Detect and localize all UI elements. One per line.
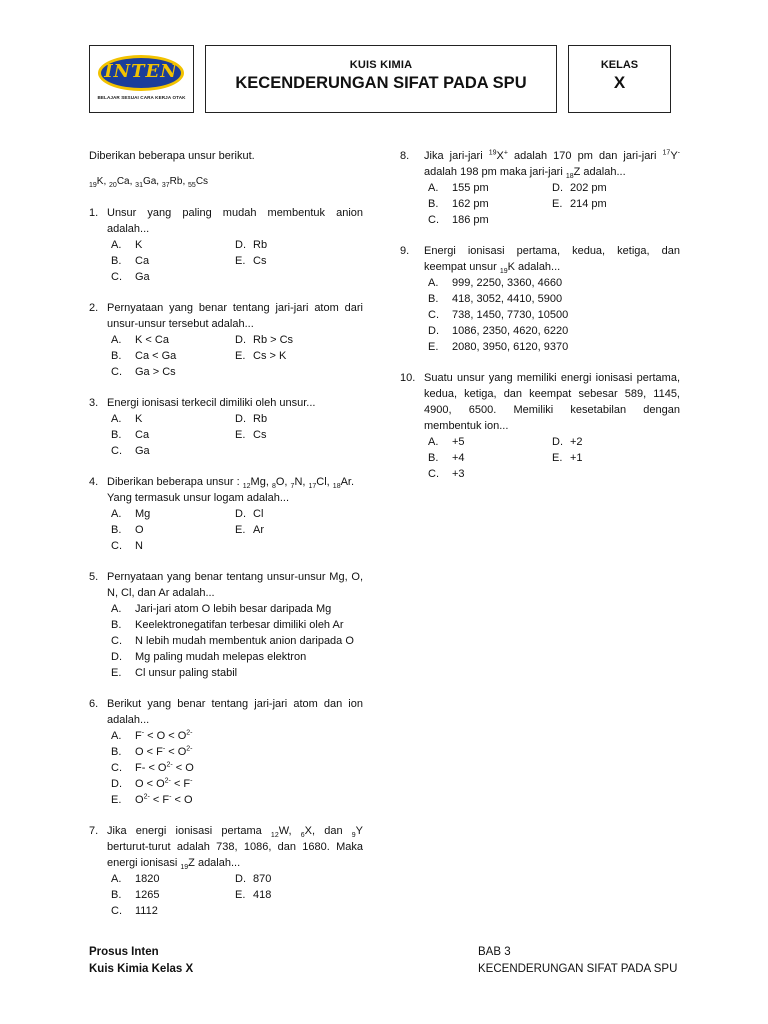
option[interactable] xyxy=(107,617,363,633)
option[interactable] xyxy=(235,332,363,348)
question-4 xyxy=(89,474,363,554)
option[interactable] xyxy=(107,776,363,792)
question-number: 3. xyxy=(89,397,99,409)
option-text: 418, 3052, 4410, 5900 xyxy=(452,293,563,305)
option[interactable] xyxy=(107,744,363,760)
question-9 xyxy=(400,243,680,355)
option-text: Cs > K xyxy=(253,350,287,362)
option-letter: D. xyxy=(235,334,246,346)
option-letter: C. xyxy=(428,309,439,321)
option[interactable] xyxy=(107,427,235,443)
option-letter: D. xyxy=(235,413,246,425)
page-title: KECENDERUNGAN SIFAT PADA SPU xyxy=(235,74,527,92)
option[interactable] xyxy=(235,871,363,887)
question-7 xyxy=(89,823,363,919)
option-text: +1 xyxy=(570,452,583,464)
answer-options xyxy=(107,728,363,808)
question-number: 7. xyxy=(89,825,99,837)
question-text: Jika jari-jari $^{19}$X+ adalah 170 pm dan jari-jari $^{17}$Y- adalah 198 pm maka jari-jari $_{18}$Z adalah... xyxy=(424,149,680,181)
question-5 xyxy=(89,569,363,681)
question-text: Unsur yang paling mudah membentuk anion adalah... xyxy=(107,207,363,235)
option[interactable] xyxy=(107,364,235,380)
option[interactable] xyxy=(235,253,363,269)
option-text: Cs xyxy=(253,429,267,441)
question-number: 5. xyxy=(89,571,99,583)
answer-options xyxy=(107,506,363,554)
option-letter: C. xyxy=(111,540,122,552)
option-text: $F- < O^{2-} < O$ xyxy=(135,761,194,774)
option-text: $O^{2-} < F^- < O$ xyxy=(135,793,193,806)
option-text: O xyxy=(135,524,144,536)
option[interactable] xyxy=(424,180,552,196)
option-text: Cl unsur paling stabil xyxy=(135,667,238,679)
option-text: 202 pm xyxy=(570,182,607,194)
option-text: Mg xyxy=(135,508,151,520)
option-letter: D. xyxy=(428,325,439,337)
question-1 xyxy=(89,205,363,285)
logo-text: INTEN xyxy=(104,61,178,82)
option-text: Ca xyxy=(135,255,150,267)
answer-options xyxy=(107,332,363,380)
option[interactable] xyxy=(107,237,235,253)
option[interactable] xyxy=(107,760,363,776)
question-text: Pernyataan yang benar tentang unsur-unsur Mg, O, N, Cl, dan Ar adalah... xyxy=(107,571,363,599)
footer-chapter: BAB 3 xyxy=(478,946,511,958)
question-text: Energi ionisasi pertama, kedua, ketiga, dan keempat unsur $_{19}$K adalah... xyxy=(424,245,680,276)
option-letter: B. xyxy=(111,524,122,536)
right-column xyxy=(400,148,680,482)
option[interactable] xyxy=(424,450,552,466)
option-text: Cs xyxy=(253,255,267,267)
option-letter: E. xyxy=(428,341,439,353)
option-letter: E. xyxy=(235,350,246,362)
option-letter: D. xyxy=(111,651,122,663)
option[interactable] xyxy=(107,903,235,919)
answer-options xyxy=(107,871,363,919)
option[interactable] xyxy=(235,506,363,522)
option-text: Mg paling mudah melepas elektron xyxy=(135,651,307,663)
option-letter: A. xyxy=(111,413,122,425)
option-letter: E. xyxy=(235,429,246,441)
option-text: 186 pm xyxy=(452,214,489,226)
option[interactable] xyxy=(107,253,235,269)
intro-text: Diberikan beberapa unsur berikut. xyxy=(89,150,255,162)
option[interactable] xyxy=(424,196,552,212)
option[interactable] xyxy=(107,633,363,649)
option-text: Ca xyxy=(135,429,150,441)
option-letter: B. xyxy=(111,350,122,362)
option[interactable] xyxy=(235,237,363,253)
quiz-label: KUIS KIMIA xyxy=(349,59,413,71)
option-letter: C. xyxy=(111,445,122,457)
title-box xyxy=(205,45,557,113)
option-text: Keelektronegatifan terbesar dimiliki oleh Ar xyxy=(135,619,344,631)
option[interactable] xyxy=(552,450,680,466)
option[interactable] xyxy=(424,339,680,355)
question-2 xyxy=(89,300,363,380)
option-text: K < Ca xyxy=(135,334,169,346)
option-text: $F^- < O < O^{2-}$ xyxy=(135,729,193,742)
answer-options xyxy=(107,237,363,285)
option-text: +5 xyxy=(452,436,465,448)
option-text: +4 xyxy=(452,452,465,464)
question-text: Jika energi ionisasi pertama $_{12}$W, $_6$X, dan $_9$Y berturut-turut adalah 738, 1086, dan 1680. Maka energi ionisasi $_{19}$Z adalah... xyxy=(107,825,364,872)
footer-right xyxy=(478,944,677,978)
question-text: Energi ionisasi terkecil dimiliki oleh unsur... xyxy=(107,397,316,409)
option-letter: C. xyxy=(111,762,122,774)
option-letter: D. xyxy=(235,873,246,885)
question-6 xyxy=(89,696,363,808)
option-letter: E. xyxy=(552,452,563,464)
option-letter: E. xyxy=(235,889,246,901)
option[interactable] xyxy=(424,307,680,323)
option-text: Ga > Cs xyxy=(135,366,176,378)
option-text: 2080, 3950, 6120, 9370 xyxy=(452,341,569,353)
option-text: Jari-jari atom O lebih besar daripada Mg xyxy=(135,603,332,615)
option-text: 999, 2250, 3360, 4660 xyxy=(452,277,563,289)
option-text: 1112 xyxy=(135,905,158,917)
option-text: $O < F^- < O^{2-}$ xyxy=(135,745,193,758)
option-letter: A. xyxy=(428,436,439,448)
option-text: 870 xyxy=(253,873,272,885)
option-letter: D. xyxy=(111,778,122,790)
option-letter: C. xyxy=(111,271,122,283)
option-letter: B. xyxy=(428,198,439,210)
option-letter: A. xyxy=(428,182,439,194)
option-text: 738, 1450, 7730, 10500 xyxy=(452,309,569,321)
option-text: Ga xyxy=(135,271,150,283)
option-text: 418 xyxy=(253,889,272,901)
option[interactable] xyxy=(235,348,363,364)
option-text: +2 xyxy=(570,436,583,448)
option-letter: B. xyxy=(111,746,122,758)
option-letter: E. xyxy=(111,794,122,806)
question-text: Pernyataan yang benar tentang jari-jari atom dari unsur-unsur tersebut adalah... xyxy=(107,302,363,330)
class-value: X xyxy=(613,73,626,92)
option-text: Ga xyxy=(135,445,150,457)
option-letter: D. xyxy=(552,182,563,194)
option-text: Ar xyxy=(253,524,264,536)
class-box xyxy=(568,45,671,113)
option[interactable] xyxy=(424,323,680,339)
option-letter: B. xyxy=(111,255,122,267)
option-letter: A. xyxy=(111,239,122,251)
option-letter: B. xyxy=(111,429,122,441)
option-text: 162 pm xyxy=(452,198,489,210)
option-letter: E. xyxy=(235,255,246,267)
left-column xyxy=(89,148,363,919)
answer-options xyxy=(424,180,680,228)
option-letter: C. xyxy=(111,635,122,647)
option-text: N xyxy=(135,540,143,552)
element-list: $_{19}$K, $_{20}$Ca, $_{31}$Ga, $_{37}$Rb, $_{55}$Cs xyxy=(89,176,209,189)
option-text: 155 pm xyxy=(452,182,489,194)
inten-logo xyxy=(98,55,184,91)
logo-box xyxy=(89,45,194,113)
option[interactable] xyxy=(107,443,235,459)
option-letter: C. xyxy=(428,468,439,480)
class-label: KELAS xyxy=(600,59,639,71)
option[interactable] xyxy=(424,434,552,450)
option-letter: C. xyxy=(428,214,439,226)
option-text: K xyxy=(135,413,143,425)
question-number: 2. xyxy=(89,302,99,314)
question-text: Suatu unsur yang memiliki energi ionisasi pertama, kedua, ketiga, dan keempat sebesar 589, 1145, 4900, 6500. Memiliki kesetabilan dengan membentuk ion... xyxy=(424,372,680,432)
option[interactable] xyxy=(552,434,680,450)
option-letter: B. xyxy=(111,619,122,631)
option[interactable] xyxy=(552,180,680,196)
option-text: K xyxy=(135,239,143,251)
option-letter: D. xyxy=(552,436,563,448)
option-letter: A. xyxy=(111,334,122,346)
option[interactable] xyxy=(107,601,363,617)
option-letter: A. xyxy=(111,508,122,520)
option[interactable] xyxy=(235,427,363,443)
question-8 xyxy=(400,148,680,228)
option-letter: E. xyxy=(235,524,246,536)
question-number: 8. xyxy=(400,150,410,162)
question-text: Berikut yang benar tentang jari-jari atom dan ion adalah... xyxy=(107,698,363,726)
option-text: Cl xyxy=(253,508,264,520)
option-letter: C. xyxy=(111,905,122,917)
option-letter: D. xyxy=(235,508,246,520)
option[interactable] xyxy=(107,269,235,285)
option-text: N lebih mudah membentuk anion daripada O xyxy=(135,635,354,647)
option[interactable] xyxy=(107,411,235,427)
footer-course: Kuis Kimia Kelas X xyxy=(89,963,194,975)
option-letter: A. xyxy=(111,873,122,885)
footer-left xyxy=(89,944,193,978)
logo-subtitle: BELAJAR SESUAI CARA KERJA OTAK xyxy=(97,95,186,100)
question-text-line2: Yang termasuk unsur logam adalah... xyxy=(107,492,290,504)
option-letter: E. xyxy=(552,198,563,210)
option-text: Rb > Cs xyxy=(253,334,294,346)
option[interactable] xyxy=(107,887,235,903)
option[interactable] xyxy=(424,466,552,482)
option-letter: E. xyxy=(111,667,122,679)
option[interactable] xyxy=(235,522,363,538)
option[interactable] xyxy=(235,411,363,427)
option-text: Rb xyxy=(253,239,268,251)
option-letter: B. xyxy=(111,889,122,901)
option-text: $O < O^{2-} < F^-$ xyxy=(135,777,193,790)
answer-options xyxy=(424,275,680,355)
option[interactable] xyxy=(107,871,235,887)
option-text: +3 xyxy=(452,468,465,480)
option[interactable] xyxy=(424,275,680,291)
option-text: Rb xyxy=(253,413,268,425)
option-text: 1086, 2350, 4620, 6220 xyxy=(452,325,569,337)
option[interactable] xyxy=(107,348,235,364)
question-number: 10. xyxy=(400,372,416,384)
question-number: 9. xyxy=(400,245,410,257)
option[interactable] xyxy=(107,506,235,522)
option[interactable] xyxy=(552,196,680,212)
option-letter: C. xyxy=(111,366,122,378)
option-text: 214 pm xyxy=(570,198,607,210)
option-letter: A. xyxy=(111,730,122,742)
option[interactable] xyxy=(107,332,235,348)
option-text: 1820 xyxy=(135,873,160,885)
footer-chapter-title: KECENDERUNGAN SIFAT PADA SPU xyxy=(478,963,678,975)
option[interactable] xyxy=(107,792,363,808)
option[interactable] xyxy=(107,522,235,538)
footer-program: Prosus Inten xyxy=(89,946,159,958)
option-letter: A. xyxy=(111,603,122,615)
option-letter: B. xyxy=(428,293,439,305)
option[interactable] xyxy=(107,649,363,665)
option[interactable] xyxy=(424,212,552,228)
question-number: 6. xyxy=(89,698,99,710)
option-letter: B. xyxy=(428,452,439,464)
answer-options xyxy=(107,601,363,681)
option-letter: A. xyxy=(428,277,439,289)
option[interactable] xyxy=(235,887,363,903)
question-number: 4. xyxy=(89,476,99,488)
option[interactable] xyxy=(424,291,680,307)
answer-options xyxy=(107,411,363,459)
option[interactable] xyxy=(107,665,363,681)
question-number: 1. xyxy=(89,207,99,219)
option-text: Ca < Ga xyxy=(135,350,177,362)
answer-options xyxy=(424,434,680,482)
question-3 xyxy=(89,395,363,459)
question-10 xyxy=(400,370,680,482)
option-text: 1265 xyxy=(135,889,160,901)
option[interactable] xyxy=(107,538,235,554)
question-text: Diberikan beberapa unsur : $_{12}$Mg, $_8$O, $_7$N, $_{17}$Cl, $_{18}$Ar. xyxy=(107,476,355,491)
option[interactable] xyxy=(107,728,363,744)
option-letter: D. xyxy=(235,239,246,251)
